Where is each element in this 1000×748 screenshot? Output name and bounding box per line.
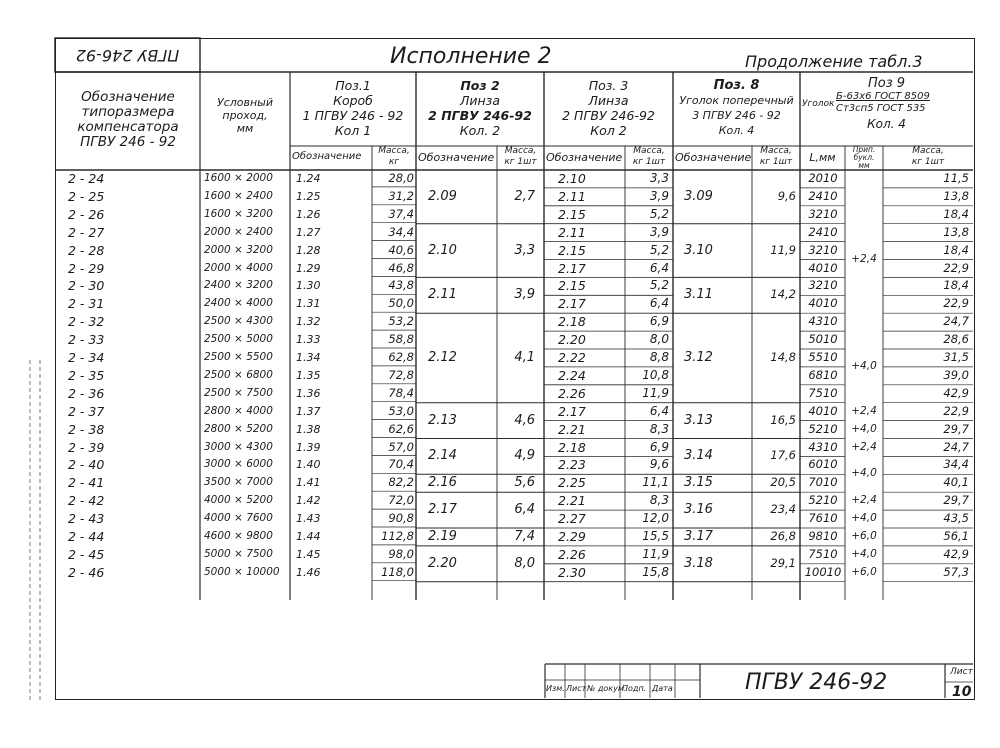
pos2-mass-cell: 3,3 <box>514 242 535 258</box>
subheader-pos9-allowance: Прип. букл. мм <box>852 145 876 170</box>
pos3-mass-cell: 9,6 <box>649 457 669 472</box>
subheader-pos8-designation: Обозначение <box>675 151 752 164</box>
pos2-mass-cell: 3,9 <box>514 287 535 303</box>
pos1-code-cell: 1.28 <box>296 243 321 257</box>
subheader-pos9-length: L,мм <box>809 151 836 164</box>
pos9-mass-cell: 18,4 <box>943 242 969 257</box>
pos8-code-cell: 3.12 <box>684 350 713 365</box>
pos1-mass-cell: 43,8 <box>388 278 414 293</box>
passage-cell: 5000 × 7500 <box>204 547 273 560</box>
designation-cell: 2 - 46 <box>68 564 105 580</box>
pos9-length-cell: 2010 <box>808 171 838 185</box>
pos3-mass-cell: 15,8 <box>642 564 669 579</box>
document-code: ПГВУ 246-92 <box>745 670 888 695</box>
designation-cell: 2 - 28 <box>68 242 105 258</box>
pos2-mass-cell: 7,4 <box>514 529 535 544</box>
pos3-mass-cell: 11,1 <box>642 475 669 490</box>
pos9-allowance-cell: +2,4 <box>851 252 877 265</box>
pos9-mass-cell: 24,7 <box>943 314 969 329</box>
pos1-mass-cell: 98,0 <box>388 546 414 561</box>
pos1-code-cell: 1.37 <box>296 404 321 418</box>
pos3-code-cell: 2.20 <box>558 332 586 348</box>
pos1-mass-cell: 31,2 <box>388 188 414 203</box>
pos3-mass-cell: 5,2 <box>649 206 669 221</box>
pos3-code-cell: 2.29 <box>558 529 586 544</box>
pos1-code-cell: 1.33 <box>296 333 321 347</box>
pos1-mass-cell: 112,8 <box>381 529 414 543</box>
pos8-mass-cell: 9,6 <box>777 188 796 203</box>
pos1-code-cell: 1.24 <box>296 172 321 185</box>
passage-cell: 2800 × 5200 <box>204 422 273 435</box>
pos9-mass-cell: 43,5 <box>943 511 969 526</box>
pos1-mass-cell: 62,6 <box>388 421 414 436</box>
designation-cell: 2 - 40 <box>68 457 105 473</box>
pos8-mass-cell: 17,6 <box>770 448 796 463</box>
pos9-mass-cell: 18,4 <box>943 206 969 221</box>
passage-cell: 1600 × 3200 <box>204 207 273 220</box>
passage-cell: 2500 × 6800 <box>204 368 273 381</box>
pos9-mass-cell: 22,9 <box>943 403 969 418</box>
pos3-code-cell: 2.25 <box>558 475 586 491</box>
pos3-code-cell: 2.18 <box>558 439 586 455</box>
pos1-mass-cell: 72,8 <box>388 367 414 382</box>
passage-cell: 5000 × 10000 <box>204 565 280 578</box>
pos8-code-cell: 3.14 <box>684 448 713 464</box>
pos1-code-cell: 1.32 <box>296 315 321 329</box>
subheader-pos9-mass: Масса, кг 1шт <box>911 146 945 167</box>
pos1-code-cell: 1.41 <box>296 476 321 490</box>
pos9-mass-cell: 18,4 <box>943 278 969 293</box>
pos1-code-cell: 1.26 <box>296 207 321 221</box>
pos2-mass-cell: 2,7 <box>514 188 535 204</box>
pos9-length-cell: 3210 <box>808 278 838 293</box>
pos3-code-cell: 2.15 <box>558 242 586 258</box>
stamp-code-inverted: ПГВУ 246-92 <box>75 46 180 65</box>
pos1-mass-cell: 50,0 <box>388 296 414 311</box>
designation-cell: 2 - 42 <box>68 493 105 509</box>
pos9-gost-535: Ст3сп5 ГОСТ 535 <box>836 103 926 114</box>
pos1-code-cell: 1.29 <box>296 261 321 275</box>
pos3-code-cell: 2.11 <box>558 224 586 240</box>
pos3-code-cell: 2.24 <box>558 367 586 383</box>
pos9-mass-cell: 29,7 <box>943 421 969 436</box>
pos9-mass-cell: 11,5 <box>943 171 969 185</box>
passage-cell: 4600 × 9800 <box>204 530 273 542</box>
pos3-code-cell: 2.21 <box>558 493 586 509</box>
designation-cell: 2 - 33 <box>68 332 105 348</box>
pos9-length-cell: 6010 <box>808 457 838 472</box>
pos9-mass-cell: 13,8 <box>943 188 969 203</box>
pos1-code-cell: 1.44 <box>296 530 321 543</box>
designation-cell: 2 - 27 <box>68 224 105 240</box>
pos3-code-cell: 2.30 <box>558 564 586 580</box>
pos9-length-cell: 5010 <box>808 332 838 347</box>
pos9-mass-cell: 22,9 <box>943 260 969 275</box>
pos1-mass-cell: 62,8 <box>388 350 414 364</box>
passage-cell: 2800 × 4000 <box>204 404 273 417</box>
pos9-length-cell: 5210 <box>808 493 838 508</box>
pos1-mass-cell: 53,0 <box>388 403 414 418</box>
pos3-code-cell: 2.15 <box>558 206 586 222</box>
pos1-mass-cell: 78,4 <box>388 385 414 400</box>
passage-cell: 2000 × 4000 <box>204 261 273 274</box>
pos3-code-cell: 2.17 <box>558 260 586 276</box>
pos8-code-cell: 3.11 <box>684 287 713 303</box>
pos3-mass-cell: 3,3 <box>649 171 669 185</box>
pos1-code-cell: 1.42 <box>296 494 321 508</box>
pos9-length-cell: 4310 <box>808 314 838 329</box>
pos1-mass-cell: 40,6 <box>388 242 414 257</box>
header-pos3: Поз. 3 Линза 2 ПГВУ 246-92 Кол 2 <box>562 78 655 138</box>
pos9-mass-cell: 42,9 <box>943 385 969 400</box>
pos9-length-cell: 3210 <box>808 206 838 221</box>
pos2-code-cell: 2.10 <box>428 242 457 258</box>
pos9-length-cell: 4010 <box>808 260 838 275</box>
pos8-code-cell: 3.10 <box>684 242 713 258</box>
pos8-mass-cell: 14,8 <box>770 350 796 364</box>
pos9-mass-cell: 56,1 <box>943 529 969 543</box>
pos9-allowance-cell: +2,4 <box>851 440 877 453</box>
designation-cell: 2 - 41 <box>68 475 105 491</box>
passage-cell: 2500 × 5500 <box>204 351 273 363</box>
pos9-length-cell: 7510 <box>808 546 838 561</box>
passage-cell: 2500 × 7500 <box>204 386 273 399</box>
pos2-mass-cell: 6,4 <box>514 502 535 518</box>
pos9-length-cell: 4310 <box>808 439 838 454</box>
passage-cell: 2000 × 3200 <box>204 243 273 256</box>
pos3-code-cell: 2.21 <box>558 421 586 437</box>
header-pos8: Поз. 8 Уголок поперечный 3 ПГВУ 246 - 92 Кол. 4 <box>679 78 794 137</box>
pos9-mass-cell: 42,9 <box>943 546 969 561</box>
table-continuation-note: Продолжение табл.3 <box>745 52 923 71</box>
pos9-mass-cell: 28,6 <box>943 332 969 347</box>
pos2-mass-cell: 4,1 <box>514 350 535 365</box>
pos9-allowance-cell: +4,0 <box>851 467 877 480</box>
pos3-mass-cell: 8,3 <box>649 493 669 508</box>
designation-cell: 2 - 29 <box>68 260 105 276</box>
designation-cell: 2 - 39 <box>68 439 105 455</box>
pos8-code-cell: 3.09 <box>684 188 713 204</box>
pos3-code-cell: 2.26 <box>558 385 586 401</box>
pos3-mass-cell: 5,2 <box>649 242 669 257</box>
pos2-code-cell: 2.12 <box>428 350 457 365</box>
pos9-allowance-cell: +2,4 <box>851 404 877 417</box>
pos1-mass-cell: 72,0 <box>388 493 414 508</box>
pos8-mass-cell: 23,4 <box>770 502 796 517</box>
pos3-code-cell: 2.27 <box>558 511 586 527</box>
pos3-code-cell: 2.23 <box>558 457 586 473</box>
pos9-mass-cell: 13,8 <box>943 224 969 239</box>
designation-cell: 2 - 45 <box>68 546 105 562</box>
pos1-mass-cell: 118,0 <box>381 564 414 579</box>
pos3-mass-cell: 6,9 <box>649 314 669 329</box>
designation-cell: 2 - 32 <box>68 314 105 330</box>
pos9-allowance-cell: +4,0 <box>851 359 877 372</box>
pos8-code-cell: 3.18 <box>684 555 713 571</box>
pos2-mass-cell: 5,6 <box>514 475 535 491</box>
pos9-mass-cell: 29,7 <box>943 493 969 508</box>
pos1-code-cell: 1.34 <box>296 351 321 364</box>
pos1-code-cell: 1.27 <box>296 225 321 239</box>
pos1-mass-cell: 34,4 <box>388 224 414 239</box>
pos1-code-cell: 1.35 <box>296 368 321 382</box>
pos8-code-cell: 3.16 <box>684 502 713 518</box>
pos1-code-cell: 1.30 <box>296 279 321 293</box>
pos9-length-cell: 7610 <box>808 511 838 526</box>
designation-cell: 2 - 25 <box>68 188 105 204</box>
pos2-code-cell: 2.13 <box>428 412 457 428</box>
pos3-mass-cell: 5,2 <box>649 278 669 293</box>
pos9-allowance-cell: +4,0 <box>851 422 877 435</box>
pos1-mass-cell: 37,4 <box>388 206 414 221</box>
pos3-code-cell: 2.17 <box>558 296 586 312</box>
pos9-allowance-cell: +6,0 <box>851 530 877 542</box>
pos1-code-cell: 1.25 <box>296 189 321 203</box>
designation-cell: 2 - 26 <box>68 206 105 222</box>
pos8-code-cell: 3.15 <box>684 475 713 491</box>
pos3-code-cell: 2.18 <box>558 314 586 330</box>
pos3-code-cell: 2.26 <box>558 546 586 562</box>
pos9-mass-cell: 34,4 <box>943 457 969 472</box>
header-passage: Условный проход, мм <box>216 96 274 135</box>
designation-cell: 2 - 43 <box>68 511 105 527</box>
pos3-code-cell: 2.10 <box>558 171 586 186</box>
pos9-allowance-cell: +6,0 <box>851 565 877 578</box>
pos8-mass-cell: 14,2 <box>770 287 796 302</box>
designation-cell: 2 - 38 <box>68 421 105 437</box>
pos3-mass-cell: 11,9 <box>642 546 669 561</box>
pos9-profile-label: Уголок <box>802 99 835 109</box>
passage-cell: 4000 × 5200 <box>204 494 273 507</box>
pos9-length-cell: 4010 <box>808 296 838 311</box>
designation-cell: 2 - 30 <box>68 278 105 294</box>
pos9-length-cell: 10010 <box>804 564 842 579</box>
designation-cell: 2 - 31 <box>68 296 105 312</box>
pos2-code-cell: 2.17 <box>428 502 457 518</box>
pos3-mass-cell: 3,9 <box>649 188 669 203</box>
pos3-mass-cell: 8,0 <box>649 332 669 347</box>
pos2-code-cell: 2.16 <box>428 475 457 491</box>
pos3-code-cell: 2.22 <box>558 350 586 365</box>
pos2-code-cell: 2.20 <box>428 555 457 571</box>
designation-cell: 2 - 36 <box>68 385 105 401</box>
pos1-mass-cell: 70,4 <box>388 457 414 472</box>
pos9-mass-cell: 40,1 <box>943 475 969 490</box>
designation-cell: 2 - 24 <box>68 171 105 186</box>
subheader-pos3-mass: Масса, кг 1шт <box>632 146 666 167</box>
pos3-mass-cell: 6,4 <box>649 296 669 311</box>
pos8-mass-cell: 20,5 <box>770 475 796 490</box>
pos1-code-cell: 1.39 <box>296 440 321 454</box>
subheader-pos2-mass: Масса, кг 1шт <box>504 146 537 167</box>
page-title: Исполнение 2 <box>390 44 552 69</box>
pos1-code-cell: 1.46 <box>296 565 321 579</box>
pos2-mass-cell: 4,9 <box>514 448 535 464</box>
pos3-mass-cell: 8,3 <box>649 421 669 436</box>
pos9-length-cell: 2410 <box>808 188 838 203</box>
pos9-length-cell: 4010 <box>808 403 838 418</box>
pos9-length-cell: 5510 <box>808 350 838 364</box>
pos9-length-cell: 7010 <box>808 475 838 490</box>
pos9-length-cell: 9810 <box>808 529 838 543</box>
passage-cell: 3000 × 4300 <box>204 440 273 453</box>
pos3-code-cell: 2.15 <box>558 278 586 294</box>
pos1-mass-cell: 58,8 <box>388 332 414 347</box>
pos3-mass-cell: 12,0 <box>642 511 669 526</box>
pos9-mass-cell: 22,9 <box>943 296 969 311</box>
subheader-pos1-designation: Обозначение <box>292 151 362 162</box>
pos2-code-cell: 2.11 <box>428 287 457 303</box>
pos2-code-cell: 2.19 <box>428 529 457 544</box>
pos2-mass-cell: 8,0 <box>514 555 535 571</box>
designation-cell: 2 - 34 <box>68 350 105 365</box>
passage-cell: 3000 × 6000 <box>204 458 273 471</box>
subheader-pos2-designation: Обозначение <box>418 151 495 164</box>
pos2-mass-cell: 4,6 <box>514 412 535 428</box>
pos8-code-cell: 3.13 <box>684 412 713 428</box>
passage-cell: 2500 × 4300 <box>204 315 273 328</box>
passage-cell: 3500 × 7000 <box>204 476 273 489</box>
designation-cell: 2 - 37 <box>68 403 105 419</box>
pos3-mass-cell: 6,4 <box>649 260 669 275</box>
passage-cell: 1600 × 2000 <box>204 172 273 184</box>
designation-cell: 2 - 44 <box>68 529 105 544</box>
pos2-code-cell: 2.14 <box>428 448 457 464</box>
pos1-mass-cell: 57,0 <box>388 439 414 454</box>
passage-cell: 2400 × 3200 <box>204 279 273 292</box>
pos9-gost-8509: Б-63х6 ГОСТ 8509 <box>836 91 930 102</box>
pos9-allowance-cell: +4,0 <box>851 547 877 560</box>
passage-cell: 2500 × 5000 <box>204 333 273 346</box>
pos3-mass-cell: 6,9 <box>649 439 669 454</box>
header-pos9: Поз 9 Уголок Б-63х6 ГОСТ 8509 Ст3сп5 ГОСТ 535 Кол. 4 <box>802 76 930 131</box>
pos1-code-cell: 1.43 <box>296 512 321 526</box>
pos1-code-cell: 1.40 <box>296 458 321 472</box>
pos8-mass-cell: 16,5 <box>770 412 796 427</box>
passage-cell: 2400 × 4000 <box>204 297 273 310</box>
pos3-code-cell: 2.17 <box>558 403 586 419</box>
pos8-mass-cell: 29,1 <box>770 555 796 570</box>
pos8-code-cell: 3.17 <box>684 529 713 544</box>
pos3-code-cell: 2.11 <box>558 188 586 204</box>
pos9-length-cell: 5210 <box>808 421 838 436</box>
pos3-mass-cell: 11,9 <box>642 385 669 400</box>
pos1-mass-cell: 82,2 <box>388 475 414 490</box>
header-pos1: Поз.1 Короб 1 ПГВУ 246 - 92 Кол 1 <box>302 78 404 138</box>
pos3-mass-cell: 10,8 <box>642 367 669 382</box>
pos1-code-cell: 1.36 <box>296 386 321 400</box>
pos1-mass-cell: 28,0 <box>388 171 414 185</box>
pos3-mass-cell: 6,4 <box>649 403 669 418</box>
pos9-length-cell: 7510 <box>808 385 838 400</box>
passage-cell: 4000 × 7600 <box>204 512 273 525</box>
pos9-mass-cell: 31,5 <box>943 350 969 364</box>
pos2-code-cell: 2.09 <box>428 188 457 204</box>
pos9-length-cell: 2410 <box>808 224 838 239</box>
passage-cell: 2000 × 2400 <box>204 225 273 238</box>
pos9-allowance-cell: +2,4 <box>851 494 877 507</box>
subheader-pos3-designation: Обозначение <box>546 151 623 164</box>
pos9-allowance-cell: +4,0 <box>851 512 877 525</box>
subheader-pos8-mass: Масса, кг 1шт <box>759 146 793 167</box>
pos3-mass-cell: 8,8 <box>649 350 669 364</box>
pos1-code-cell: 1.45 <box>296 547 321 561</box>
pos9-length-cell: 3210 <box>808 242 838 257</box>
pos9-mass-cell: 24,7 <box>943 439 969 454</box>
header-designation: Обозначение типоразмера компенсатора ПГВУ 246 - 92 <box>77 89 179 150</box>
pos9-length-cell: 6810 <box>808 367 838 382</box>
pos1-mass-cell: 90,8 <box>388 511 414 526</box>
designation-cell: 2 - 35 <box>68 367 105 383</box>
passage-cell: 1600 × 2400 <box>204 189 273 202</box>
header-pos2: Поз 2 Линза 2 ПГВУ 246-92 Кол. 2 <box>428 78 532 138</box>
pos3-mass-cell: 3,9 <box>649 224 669 239</box>
subheader-pos1-mass: Масса, кг <box>378 146 410 167</box>
pos8-mass-cell: 26,8 <box>770 529 796 543</box>
sheet-number: 10 <box>952 684 972 700</box>
pos1-code-cell: 1.31 <box>296 297 321 311</box>
pos9-mass-cell: 57,3 <box>943 564 969 579</box>
pos1-code-cell: 1.38 <box>296 422 321 436</box>
pos8-mass-cell: 11,9 <box>770 242 796 257</box>
pos1-mass-cell: 53,2 <box>388 314 414 329</box>
pos9-mass-cell: 39,0 <box>943 367 969 382</box>
pos1-mass-cell: 46,8 <box>388 260 414 275</box>
pos3-mass-cell: 15,5 <box>642 529 669 543</box>
sheet-label: Лист <box>950 667 973 677</box>
